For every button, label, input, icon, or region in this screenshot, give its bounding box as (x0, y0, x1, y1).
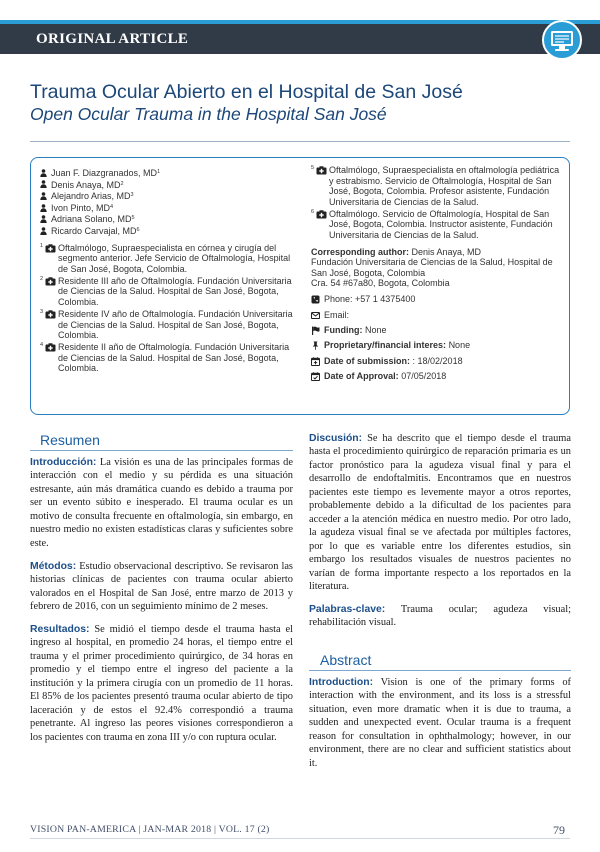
affiliation-entry: 6 Oftalmólogo. Servicio de Oftalmología, Hospital de San José, Bogota, Colombia. Instructor asistente, Fundación Universitaria de Ciencias de la Salud. (311, 208, 553, 240)
affiliation-entry: 4 Residente II año de Oftalmología. Fundación Universitaria de Ciencias de la Salud. Hospital de San José, Bogota, Colombia. (40, 342, 290, 374)
funding-row: Funding: None (311, 323, 563, 338)
author-entry (40, 213, 295, 225)
email-row: Email: (311, 307, 563, 322)
abstract-column (309, 676, 571, 780)
monitor-document-icon (542, 20, 582, 60)
resumen-results: Resultados: Se midió el tiempo desde el trauma hasta el ingreso al hospital, en promedio 24 horas, el tiempo entre el trauma y el primer procedimiento quirúrgico, de 34 horas en promedio y el tiempo entre el ingreso del paciente a la institución y la primera cirugía con un promedio de 11 horas. El 85% de los pacientes presentó trauma ocular abierto de tipo laceración y de estos el 92.4% correspondió a trauma penetrante. Al ingreso las peores visiones correspondieron a los pacientes con trauma en zona III y/o con ruptura ocular. (30, 623, 293, 743)
person-icon (40, 215, 47, 223)
author-name: Denis Anaya, $MD^2$ (51, 179, 124, 190)
hospital-icon (45, 244, 56, 253)
calendar-plus-icon (311, 357, 320, 366)
resumen-heading: Resumen (40, 432, 100, 448)
flag-icon (311, 326, 320, 335)
resumen-heading-rule (30, 450, 293, 451)
submission-date-row: Date of submission: : 18/02/2018 (311, 353, 563, 368)
email-icon (311, 311, 320, 320)
title-spanish: Trauma Ocular Abierto en el Hospital de San José (30, 81, 463, 103)
resumen-left-column (30, 456, 293, 754)
pushpin-icon (311, 341, 320, 350)
resumen-discussion: Discusión: Se ha descrito que el tiempo desde el trauma hasta el procedimiento quirúrgico de reparación primaria es un factor pronóstico para la agudeza visual final y para el desarrollo de endoftalmitis. Encontramos que en nuestros pacientes este tiempo es levemente mayor a otros reportes, probablemente debido a la dificultad de los pacientes para acceder a la atención médica en nuestro medio. Por otro lado, la agudeza visual final se ve afectada por múltiples factores, por lo que es variable entre los diferentes estudios, sin embargo los resultados visuales de nuestros pacientes no varían de forma importante respecto a los reportados en la literatura. (309, 433, 571, 592)
calendar-check-icon (311, 372, 320, 381)
corresponding-address: Cra. 54 #67a80, Bogota, Colombia (311, 278, 450, 289)
title-english: Open Ocular Trauma in the Hospital San José (30, 104, 387, 124)
author-entry (40, 225, 295, 237)
resumen-methods: Métodos: Estudio observacional descriptivo. Se revisaron las historias clínicas de pacientes con trauma ocular abierto valorados en el Hospital de San José, entre marzo de 2013 y febrero de 2016, con un seguimiento mínimo de 2 meses. (30, 560, 293, 613)
author-column-right (311, 165, 563, 384)
person-icon (40, 204, 47, 212)
person-icon (40, 169, 47, 177)
title-divider (30, 141, 570, 142)
author-entry (40, 167, 295, 179)
affiliation-entry: 5 Oftalmólogo, Supraespecialista en oftalmología pediátrica y estrabismo. Servicio de Oftalmología, Hospital de San José, Bogota, Colombia. Profesor asistente, Fundación Universitaria de Ciencias de la Salud. (311, 165, 560, 207)
page-number: 79 (553, 823, 565, 837)
approval-date-row: Date of Approval: 07/05/2018 (311, 369, 563, 384)
author-entry (40, 202, 295, 214)
phone-icon (311, 295, 320, 304)
resumen-keywords: Palabras-clave: Trauma ocular; agudeza visual; rehabilitación visual. (309, 603, 571, 629)
person-icon (40, 180, 47, 188)
author-name: Adriana Solano, $MD^5$ (51, 214, 135, 225)
corresponding-author: Corresponding author: Denis Anaya, MD (311, 246, 482, 257)
footer-divider (30, 838, 570, 839)
abstract-heading-rule (309, 670, 571, 671)
hospital-icon (45, 277, 56, 286)
abstract-introduction: Introduction: Vision is one of the primary forms of interaction with the environment, and its loss is a stressful situation, even more dramatic when it is due to trauma, a sudden and unexpected event. Ocular trauma is a frequent reason for consultation in ophthalmology; however, in our environment, there are no clear and sufficient statistics about it. (309, 677, 571, 769)
affiliation-entry: 1 Oftalmólogo, Supraespecialista en córnea y cirugía del segmento anterior. Jefe Servicio de Oftalmología, Hospital de San José, Bogota, Colombia. (40, 242, 291, 274)
hospital-icon (45, 310, 56, 319)
journal-footer: VISION PAN-AMERICA | JAN-MAR 2018 | VOL. 17 (2) (30, 824, 270, 835)
affiliation-entry: 2 Residente III año de Oftalmología. Fundación Universitaria de Ciencias de la Salud. Hospital de San José, Bogota, Colombia. (40, 275, 292, 307)
affiliation-entry: 3 Residente IV año de Oftalmología. Fundación Universitaria de Ciencias de la Salud. Hospital de San José, Bogota, Colombia. (40, 308, 293, 341)
author-column-left (40, 167, 295, 375)
author-name: Ivon Pinto, $MD^4$ (51, 202, 114, 213)
abstract-heading: Abstract (320, 652, 372, 668)
hospital-icon (316, 210, 327, 219)
author-entry (40, 190, 295, 202)
person-icon (40, 192, 47, 200)
hospital-icon (45, 343, 56, 352)
author-name: Juan F. Diazgranados, $MD^1$ (51, 168, 161, 178)
resumen-introduction: Introducción: La visión es una de las principales formas de interacción con el medio y su pérdida es una situación estresante, aún más dramática cuando es debido a trauma por ser un evento súbito e inesperado. El trauma ocular es un motivo de consulta frecuente en oftalmología, sin embargo, en nuestro medio no existen estadísticas claras y suficientes sobre este. (30, 457, 293, 549)
article-type-label: ORIGINAL ARTICLE (36, 31, 189, 47)
author-entry (40, 179, 295, 191)
corresponding-institution: Fundación Universitaria de Ciencias de la Salud, Hospital de San José, Bogota, Colombia (311, 257, 553, 278)
interest-row: Proprietary/financial interes: None (311, 338, 563, 353)
phone-row: Phone: +57 1 4375400 (311, 292, 563, 307)
person-icon (40, 227, 47, 235)
author-name: Alejandro Arias, $MD^3$ (51, 191, 134, 202)
author-name: Ricardo Carvajal, $MD^6$ (51, 225, 140, 236)
hospital-icon (316, 166, 327, 175)
resumen-right-column (309, 432, 571, 639)
